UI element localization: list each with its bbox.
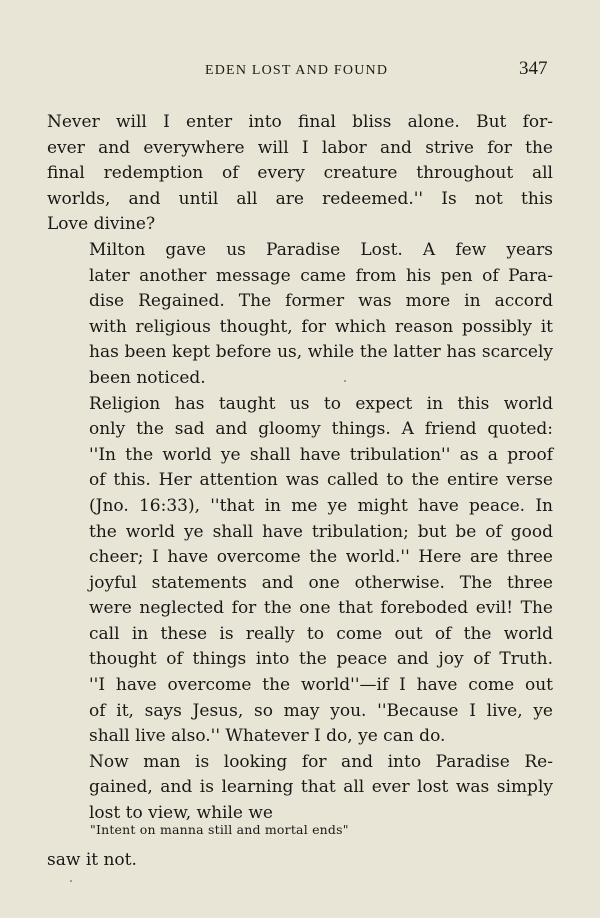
text-line: Love divine? (47, 214, 156, 235)
text-line: were neglected for the one that foreboded evil! The (89, 598, 553, 619)
text-line: has been kept before us, while the latter has scarcely (89, 342, 553, 363)
text-line: (Jno. 16:33), ''that in me ye might have peace. In (89, 495, 553, 516)
closing-line: saw it not. (47, 850, 137, 870)
paragraph (47, 392, 553, 750)
text-line: ''I have overcome the world''—if I have come out (89, 675, 553, 696)
paper-speck (344, 380, 346, 382)
text-line: shall live also.'' Whatever I do, ye can do. (89, 726, 446, 747)
text-line: gained, and is learning that all ever lost was simply (89, 777, 553, 798)
text-line: thought of things into the peace and joy of Truth. (89, 649, 553, 670)
text-line: ''In the world ye shall have tribulation'' as a proof (89, 444, 553, 465)
paragraph (47, 238, 553, 392)
text-line: ever and everywhere will I labor and strive for the (47, 137, 553, 158)
text-line: final redemption of every creature throughout all (47, 163, 553, 184)
body-text (47, 110, 553, 827)
text-line: of this. Her attention was called to the entire verse (89, 470, 553, 491)
paragraph (47, 750, 553, 827)
text-line: been noticed. (89, 367, 206, 388)
text-line: Never will I enter into final bliss alone. But for- (47, 112, 553, 132)
text-line: worlds, and until all are redeemed.'' Is not this (47, 188, 553, 209)
text-line: cheer; I have overcome the world.'' Here are three (89, 547, 553, 568)
block-quote: "Intent on manna still and mortal ends" (90, 822, 349, 837)
text-line: dise Regained. The former was more in accord (89, 291, 553, 312)
paragraph (47, 110, 553, 238)
text-line: Now man is looking for and into Paradise Re- (89, 751, 553, 772)
page-number: 347 (519, 58, 548, 79)
text-line: Religion has taught us to expect in this world (89, 393, 553, 414)
text-line: the world ye shall have tribulation; but be of good (89, 521, 553, 542)
paper-speck (70, 880, 72, 882)
text-line: of it, says Jesus, so may you. ''Because I live, ye (89, 700, 553, 721)
text-line: call in these is really to come out of the world (89, 623, 553, 644)
text-line: lost to view, while we (89, 803, 273, 824)
text-line: Milton gave us Paradise Lost. A few years (89, 239, 553, 260)
text-line: with religious thought, for which reason possibly it (89, 316, 553, 337)
text-line: only the sad and gloomy things. A friend quoted: (89, 419, 553, 440)
running-head: EDEN LOST AND FOUND (205, 63, 389, 78)
text-line: later another message came from his pen of Para- (89, 265, 553, 286)
text-line: joyful statements and one otherwise. The three (89, 572, 553, 593)
